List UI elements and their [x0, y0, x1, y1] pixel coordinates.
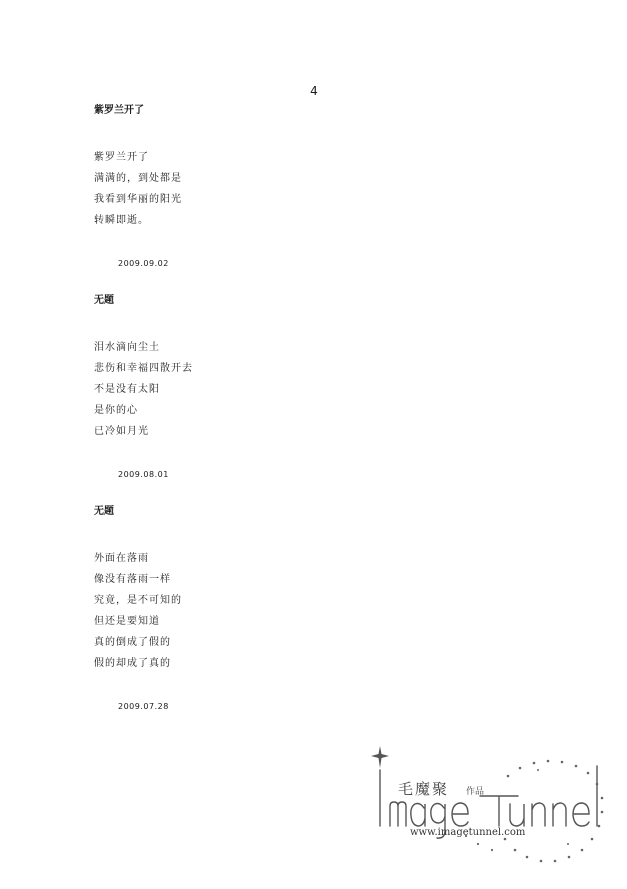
poem-line: 满满的，到处都是: [94, 173, 182, 184]
poem-line: 外面在落雨: [94, 553, 149, 564]
poem-date: 2009.08.01: [118, 470, 169, 479]
poem-line: 究竟，是不可知的: [94, 595, 182, 606]
poem-line: 不是没有太阳: [94, 384, 160, 395]
poem-date: 2009.07.28: [118, 702, 169, 711]
poem-line: 我看到华丽的阳光: [94, 194, 182, 205]
poem-line: 像没有落雨一样: [94, 574, 171, 585]
watermark-url: www.imagetunnel.com: [410, 827, 526, 838]
imagetunnel-logo: [368, 740, 613, 880]
poem-line: 是你的心: [94, 405, 138, 416]
poem-line: 真的倒成了假的: [94, 637, 171, 648]
watermark-author: 毛魔聚: [398, 780, 450, 798]
poem-title: 无题: [94, 295, 114, 306]
poem-line: 转瞬即逝。: [94, 215, 149, 226]
poem-line: 但还是要知道: [94, 616, 160, 627]
watermark-suffix: 作品: [466, 787, 485, 797]
poem-line: 已冷如月光: [94, 426, 149, 437]
page-number: 4: [310, 84, 318, 98]
poem-line: 紫罗兰开了: [94, 152, 149, 163]
poem-body: [94, 337, 193, 442]
poem-title: 紫罗兰开了: [94, 105, 144, 116]
poem-line: 泪水滴向尘土: [94, 342, 160, 353]
poem-line: 假的却成了真的: [94, 658, 171, 669]
star-ring: [465, 760, 603, 863]
poem-2: [94, 294, 193, 479]
imagetunnel-watermark: [368, 740, 613, 880]
poem-body: [94, 548, 182, 674]
poem-title: 无题: [94, 506, 114, 517]
poem-body: [94, 147, 182, 231]
poem-line: 悲伤和幸福四散开去: [94, 363, 193, 374]
poem-3: [94, 505, 182, 711]
poem-1: [94, 104, 182, 268]
sparkle-icon: [371, 746, 389, 768]
poem-date: 2009.09.02: [118, 259, 169, 268]
